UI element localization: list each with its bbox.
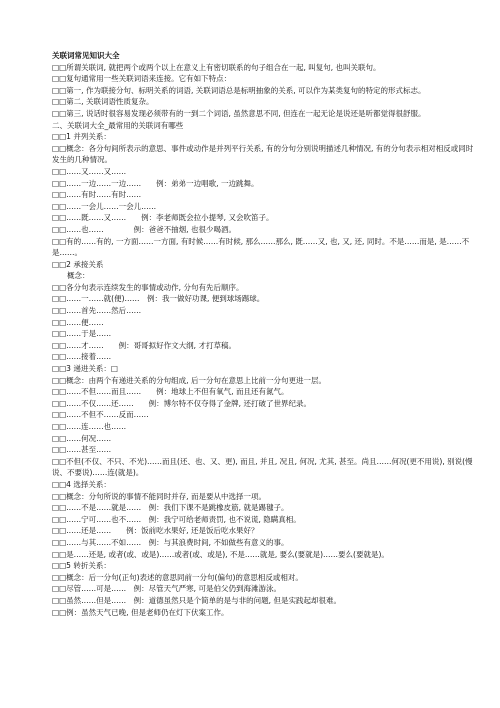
text-line: □□……宁可……也不…… 例：我宁可给老师责罚, 也不说谎, 隐瞒真相。	[52, 514, 301, 524]
text-paragraph: □□第一, 作为联接分句、标明关系的词语, 关联词语总是标明抽象的关系, 可以作为某类复句的特定的形式标志。	[52, 85, 426, 95]
text-line: □□……何况……	[52, 433, 112, 443]
text-line: □□……不是……就是…… 例：我们下课不是跳橡皮筋, 就是踢毽子。	[52, 503, 289, 513]
text-line: □□……接着……	[52, 352, 112, 362]
text-line: □□是……还是, 或者(或、或是)……或者(或、或是), 不是……就是, 要么(要就是)……要么(要就是)。	[52, 549, 389, 559]
text-line: □□虽然……但是…… 例：道德虽然只是个简单的是与非的问题, 但是实践起却很难。	[52, 595, 341, 605]
text-paragraph: □□有的……有的, 一方面……一方面, 有时候……有时候, 那么……那么, 既……又, 也, 又, 还, 同时。不是……而是, 是……不是……。	[52, 236, 470, 258]
text-line: □□……于是……	[52, 329, 112, 339]
text-line: □□……又……又……	[52, 166, 127, 176]
text-line: □□……一……就(便)…… 例：我一做好功课, 便到球场踢球。	[52, 294, 265, 304]
text-line: □□……不但……而且…… 例：地球上不但有氧气, 而且还有氮气。	[52, 387, 289, 397]
text-line: □□……与其……不如…… 例：与其浪费时间, 不如做些有意义的事。	[52, 537, 289, 547]
text-line: 概念：	[52, 271, 90, 281]
subsection-heading: □□1 并列关系：	[52, 132, 111, 142]
text-line: □□例：虽然天气已晚, 但是老师仍在灯下伏案工作。	[52, 607, 229, 617]
text-line: □□复句通常用一些关联词语来连接。它有如下特点：	[52, 74, 232, 84]
text-line: □□……不但不……反而……	[52, 410, 149, 420]
text-line: □□……甚至……	[52, 445, 112, 455]
text-line: □□……便……	[52, 317, 104, 327]
text-paragraph: □□第三, 说话时很容易发现必须带有的一到二个词语, 虽然意思不同, 但连在一起无论是说还是听都觉得很舒服。	[52, 108, 426, 118]
text-paragraph: □□概念：各分句间所表示的意思、事件或动作是并列平行关系, 有的分句分别说明描述几种情况, 有的分句表示相对相反或同时发生的几种情况。	[52, 143, 474, 165]
text-line: □□……才…… 例：哥哥拟好作文大纲, 才打草稿。	[52, 340, 236, 350]
text-line: □□……首先……然后……	[52, 306, 142, 316]
text-line: □□……有时……有时……	[52, 190, 142, 200]
text-paragraph: □□不但(不仅、不只、不光)……而且(还、也、又、更), 而且, 并且, 况且, 何况, 尤其, 甚至。尚且……何况(更不用说), 别说(慢说、不要说)……连(就是)。	[52, 456, 473, 478]
text-line: □□……既……又…… 例：李老师既会拉小提琴, 又会吹笛子。	[52, 213, 274, 223]
subsection-heading: □□4 选择关系：	[52, 479, 111, 489]
text-line: □□概念：后一分句(正句)表述的意思同前一分句(偏句)的意思相反或相对。	[52, 572, 303, 582]
text-line: □□……连……也……	[52, 422, 127, 431]
text-line: □□各分句表示连续发生的事情或动作, 分句有先后顺序。	[52, 282, 244, 292]
document-title: 关联词常见知识大全	[52, 51, 120, 60]
text-line: □□概念：分句所说的事情不能同时并存, 而是要从中选择一项。	[52, 491, 266, 501]
text-line: □□第二, 关联词语性质复杂。	[52, 97, 154, 107]
text-line: □□所谓关联词, 就把两个或两个以上在意义上有密切联系的句子组合在一起, 叫复句, 也叫关联句。	[52, 62, 381, 72]
text-line: □□……一边……一边…… 例：弟弟一边唱歌, 一边跳舞。	[52, 178, 259, 188]
subsection-heading: □□2 承接关系	[52, 259, 104, 269]
text-line: □□概念：由两个有递进关系的分句组成, 后一分句在意思上比前一分句更进一层。	[52, 375, 326, 385]
text-line: □□……也…… 例：爸爸不抽烟, 也很少喝酒。	[52, 224, 236, 234]
section-heading: 二、关联词大全_最常用的关联词有哪些	[52, 120, 184, 130]
text-line: □□……一会儿……一会儿……	[52, 201, 157, 211]
subsection-heading: □□3 递进关系：□	[52, 364, 118, 374]
text-line: □□尽管……可是…… 例：尽管天气严寒, 可是伯父仍到海滩游泳。	[52, 584, 281, 594]
subsection-heading: □□5 转折关系：	[52, 561, 111, 571]
text-line: □□……不仅……还…… 例：博尔特不仅夺得了金牌, 还打破了世界纪录。	[52, 398, 311, 408]
text-line: □□……还是…… 例：饭前吃水果好, 还是饭后吃水果好？	[52, 526, 259, 536]
